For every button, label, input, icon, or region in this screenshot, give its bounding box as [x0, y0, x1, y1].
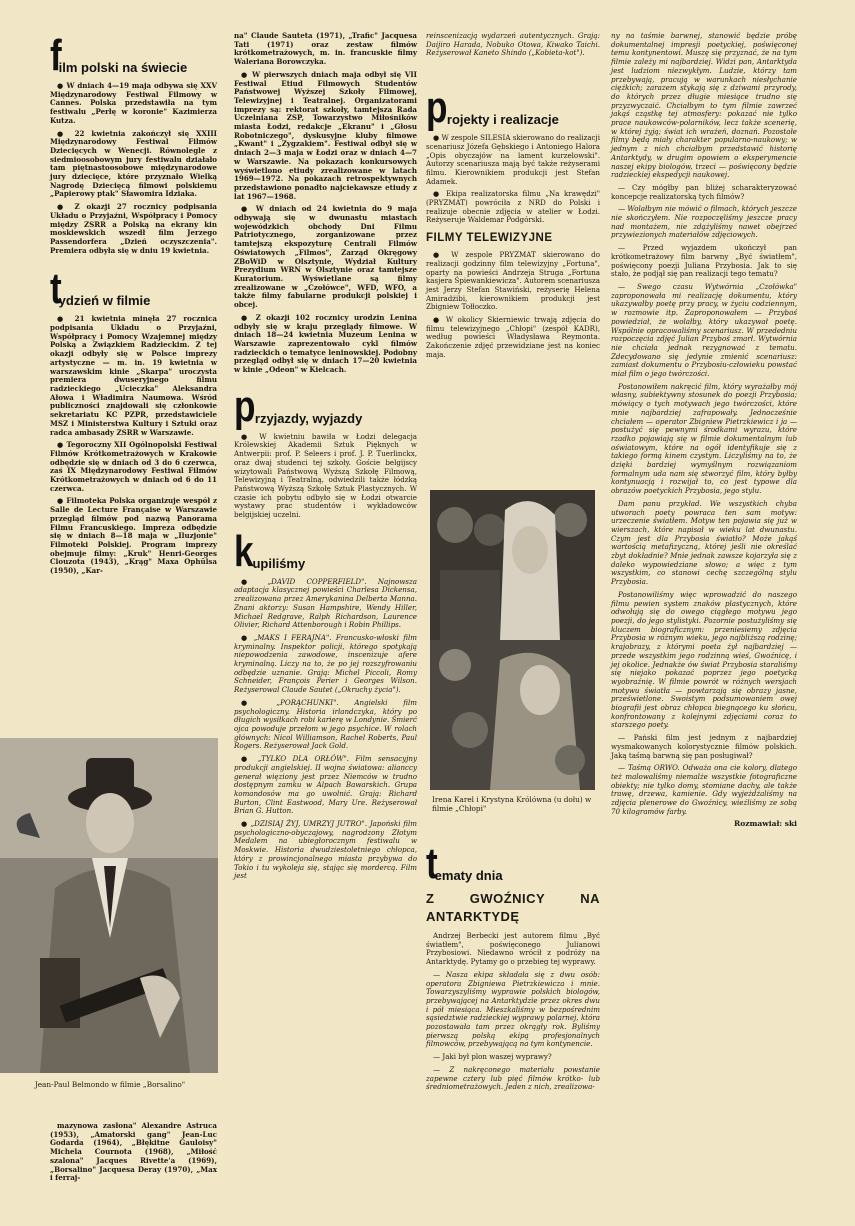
- interview-answer: Postanowiłem nakręcić film, który wyrażałby mój własny, subiektywny stosunek do poezji Przybosia; mówiący o tych motywach jego twórczości, które mnie najbardziej zafrapowały. Jednocześnie chciałem — operator Zbigniew Pietrzkiewicz i ja — postużyć się pewnymi środkami wyrazu, które rzadko pojawiają się w filmie dokumentalnym lub oświatowym, które na ogół identyfikuje się z takiego formą kinem czystym. Liczyliśmy na to, że dzięki bardziej wymyślnym rozwiązaniom formalnym uda nam się stworzyć film, który byłby kontynuacją i rozwijał to, co jest typowe dla obrazów poetyckich Przybosia, jego stylu.: [611, 381, 797, 496]
- news-item: ● 21 kwietnia minęła 27 rocznica podpisania Układu o Przyjaźni, Współpracy i Pomocy Wzajemnej między Polską a Związkiem Radzieckim. Z tej okazji odbyły się w Polsce imprezy artystyczne — m. in. 19 kwietnia w warszawskim kinie „Skarpa" uroczysta premiera dwuseryjnego filmu radzieckiego „Ucieczka" Aleksandra Ałowa i Władimira Naumowa. Wśród publiczności znajdowali się członkowie sekretariatu KC PZPR, przedstawiciele MSZ i Ministerstwa Kultury i Sztuki oraz radca ambasady ZSRR w Warszawie.: [50, 314, 217, 437]
- news-item: ● „DAVID COPPERFIELD". Najnowsza adaptacja klasycznej powieści Charlesa Dickensa, zrealizowana przez Amerykanina Delberta Manna. Znani aktorzy: Susan Hampshire, Wendy Hiller, Michael Redgrave, Ralph Richardson, Laurence Olivier, Richard Attenborough i Robin Phillips.: [234, 576, 417, 630]
- news-item: ● Z okazji 102 rocznicy urodzin Lenina odbyły się w kraju przeglądy filmowe. W dniach 18—24 kwietnia Muzeum Lenina w Warszawie zaprezentowało cykl filmów radzieckich o tematyce leninowskiej. Podobny przegląd odbył się w dniach 17—20 kwietnia w kinie „Odeon" w Kielcach.: [234, 312, 417, 375]
- interview-answer: — Z nakręconego materiału powstanie zapewne cztery lub pięć filmów krótko- lub średniometrażowych. Jeden z nich, zrealizowa-: [426, 1064, 600, 1092]
- news-item: ● W okolicy Skierniewic trwają zdjęcia do filmu telewizyjnego „Chłopi" (zespół KADR), według powieści Władysława Reymonta. Zakończenie zdjęć przewidziane jest na koniec maja.: [426, 315, 600, 359]
- news-item: na" Claude Sauteta (1971), „Trafic" Jacquesa Tati (1971) oraz zestaw filmów krótkometrażowych, m. in. francuskie filmy Waleriana Borowczyka.: [234, 31, 417, 67]
- section-heading-tydzien: [50, 264, 217, 314]
- news-item: ● Z okazji 27 rocznicy podpisania Układu o Przyjaźni, Współpracy i Pomocy między ZSRR a Polską na ekrany kin moskiewskich wszedł film Jerzego Passendorfera „Dzień oczyszczenia". Premiera odbyła się w dniu 19 kwietnia.: [50, 202, 217, 255]
- news-item: reinscenizacją wydarzeń autentycznych. Grają: Daijiro Harada, Nobuko Otowa, Kiwako Taichi. Reżyserował Kaneto Shindo („Kobieta-kot").: [426, 31, 600, 58]
- interviewer-signature: Rozmawiał: ski: [734, 819, 797, 829]
- heading-text: ematy dnia: [434, 868, 503, 883]
- subheading-filmy-telewizyjne: FILMY TELEWIZYJNE: [426, 232, 553, 245]
- photo-belmondo-image: [0, 738, 218, 1073]
- interview-answer: — Swego czasu Wytwórnia „Czołówka" zaproponowała mi realizację dokumentu, który ukazywałby poetę przy pracy, w życiu codziennym, w rozmowie itp. Zaproponowałem — Przyboś powiedział, że wolałby, który ukazywał poetę. Wspólnie opracowaliśmy scenariusz. W przededniu rozpoczęcia zdjęć Julian Przyboś zmarł. Wytwórnia nie chciała jednak rezygnować z tematu. Zdecydowano się jedynie zmienić scenariusz: zamiast dokumentu o Przybosiu-człowieku powstać miał film o jego twórczości.: [611, 281, 797, 379]
- interview-answer: Dam panu przykład. We wszystkich chyba utworach poety powraca ten sam motyw: urzeczenie światłem. Motyw ten pojawia się już w wierszach, które napisał w wieku lat dwunastu. Czym jest dla Przybosia światło? Może jakąś wartością metafizyczną, której jeśli nie określać zbyt dokładnie? Mnie jednak zawsze kojarzyła się z daleko wypowiedziane słowo; a więc z tym wszystkim, co stanowi cechę szczególną stylu Przybosia.: [611, 498, 797, 587]
- photo-caption-belmondo: Jean-Paul Belmondo w filmie „Borsalino": [34, 1080, 186, 1089]
- news-item: ● W kwietniu bawiła w Łodzi delegacja Królewskiej Akademii Sztuk Pięknych w Antwerpii: prof. P. Seleers i prof. J. P. Tuerlinckx, oraz dwaj studenci tej szkoły. Goście belgijscy wizytowali Państwową Wyższą Szkołę Filmową, Telewizyjną i Teatralną, odwiedzili także łódzką Państwową Wyższą Szkołę Sztuk Plastycznych. W czasie ich pobytu odbyło się w Łodzi otwarcie wystawy prac studentów i wykładowców belgijskiej uczelni.: [234, 431, 417, 520]
- news-item: ● „PORĄCHUNKI". Angielski film psychologiczny. Historia irlandczyka, który po długich wysiłkach robi karierę w Londynie. Śmierć ojca powoduje przełom w jego psychice. W rolach głównych: Nicol Williamson, Rachel Roberts, Paul Rogers. Reżyserował Jack Gold.: [234, 697, 417, 751]
- news-item: ● Tegoroczny XII Ogólnopolski Festiwal Filmów Krótkometrażowych w Krakowie odbędzie się w dniach od 3 do 6 czerwca, zaś IX Międzynarodowy Festiwal Filmów Krótkometrażowych w dniach od 6 do 11 czerwca.: [50, 440, 217, 493]
- news-item: ● W dniach od 24 kwietnia do 9 maja odbywają się w dwunastu miastach wojewódzkich obchody Dni Filmu Patriotycznego, zorganizowane przez tamtejszą ekspozyturę Centrali Filmów Oświatowych „Filmos", Zarząd Okręgowy ZBoWiD w Olsztynie, Wydział Kultury Prezydium WRN w Olsztynie oraz tamtejsze Kuratorium. Wyświetlane są filmy zrealizowane w „Czołówce", WFD, WFO, a także filmy fabularne produkcji polskiej i obcej.: [234, 204, 417, 310]
- interview-question: — Jaki był plon waszej wyprawy?: [433, 1052, 552, 1062]
- heading-initial: p: [234, 381, 256, 431]
- heading-initial: k: [234, 526, 254, 576]
- col1-continued-text: [50, 1122, 217, 1183]
- section-heading-kupilismy: [234, 526, 417, 576]
- heading-text: upiliśmy: [252, 555, 306, 571]
- interview-intro: Andrzej Berbecki jest autorem filmu „Być światłem", poświęconego Julianowi Przybosiowi. Niedawno wrócił z podróży na Antarktydę. Pytamy go o przebieg tej wyprawy.: [426, 931, 600, 967]
- interview-question: — Przed wyjazdem ukończył pan krótkometrażowy film barwny „Być światłem", poświęcony poezji Juliana Przybosia. Jak to się stało, że podjął się pan realizacji tego tematu?: [611, 243, 797, 279]
- news-item: ● „MAKS I FERAJNA". Francusko-włoski film kryminalny. Inspektor policji, którego spotykają niepowodzenia zawodowe, inscenizuje afere kryminalną. Liczy na to, że po jej rozszyfrowaniu odbędzie uznanie. Grają: Michel Piccoli, Romy Schneider, François Perier i Georges Wilson. Reżyserowal Claude Sautet („Okruchy życia").: [234, 632, 417, 695]
- news-item: ● Filmoteka Polska organizuje wespół z Salle de Lecture Française w Warszawie przegląd filmów pod nazwą Panorama Filmu Francuskiego. Impreza odbędzie się w dniach 8—18 maja w „Iluzjonie" Filmoteki Polskiej. Program imprezy obejmuje filmy: „Kruk" Henri-Georges Clouzota (1943), „Krąg" Maxa Ophülsa (1950), „Kar-: [50, 496, 217, 576]
- news-item: ● Ekipa realizatorska filmu „Na krawędzi" (PRYZMAT) powróciła z NRD do Polski i realizuje obecnie zdjęcia w atelier w Łodzi. Reżyseruje Waldemar Podgórski.: [426, 189, 600, 225]
- column-1: [50, 32, 217, 580]
- news-item: ● „TYLKO DLA ORŁÓW". Film sensacyjny produkcji angielskiej. II wojna światowa: alianccy generał więziony jest przez Niemców w trudno dostępnym zamku w Alpach Bawarskich. Grupa komandosów ma go uwolnić. Grają: Richard Burton, Clint Eastwood, Mary Ure. Reżyserował Brian G. Hutton.: [234, 754, 417, 816]
- section-heading-przyjazdy: [234, 381, 417, 431]
- interview-answer: ny na taśmie barwnej, stanowić będzie próbę dokumentalnej impresji poetyckiej, poświęconej temu kontynentowi. Muszę się przyznać, że na tym filmie zależy mi najbardziej. Widzi pan, Antarktyda jest ludziom niezwykłym. Ludzie, którzy tam przebywają, pracują w warunkach niesłychanie ciężkich; zarazem stykają się z dziwami przyrody, do których przez długie miesiące trudno się przyzwyczaić. Chciałbym to tym filmie zawrzeć jakąś cząstkę tej atmosfery: pokazać nie tylko prace naukowców-polarników, lecz także scenerię, w której żyją; świat ich wrażeń, doznań. Pozostałe filmy będą miały charakter popularno-naukowy; w jednym z nich chciałbym przedstawić historię Antarktydy, w drugim opowiem o eksperymencie naszej ekipy biologów, trzeci — poświęcony będzie radzieckiej ekspedycji naukowej.: [611, 31, 797, 180]
- heading-text: ydzień w filmie: [58, 293, 151, 309]
- heading-initial: p: [426, 83, 448, 133]
- section-heading-projekty: [426, 83, 600, 133]
- interview-answer: Postanowiliśmy więc wprowadzić do naszego filmu pewien system znaków plastycznych, które odwołują się do owego ciągłego motywu jego poezji, do jego stylistyki. Pozornie postużyliśmy się kluczem biograficznym: przeniesiemy zdjęcia Przybosia w różnym wieku, jego najbliższą rodzinę; krajobrazy, z którymi poeta żył najbardziej — przede wszystkim jego rodzinną wieś, Gwoźnicę, i jej okolice. Jednakże ów świat Przybosia staraliśmy się niejako pokazać poprzez jego poetycką wyobraźnię. W filmie powrót w różnych wersjach motywu światła — powtarzają się obrazy jasne, prześwietlone. Swoistym podsumowaniem owej biografii jest obraz chłopca biegnącego ku słońcu, konfrontowany z kolejnymi zdjęciami coraz to starszego poety.: [611, 589, 797, 730]
- section-heading-tematy: [426, 839, 600, 888]
- photo-chlopi-image: [430, 490, 595, 790]
- interview-answer: — Taśmą ORWO. Odważa ona cie kolory, dlatego też malowaliśmy niemalże wszystkie fotograficzne obiekty; nie tylko domy, stomiane dachy, ale także trawę, drzewa, kamienie. Gdy wyjeżdżaliśmy na zdjęcia plenerowe do Gwoźnicy, wieźliśmy ze sobą 70 kilogramów farby.: [611, 763, 797, 816]
- heading-text: rojekty i realizacje: [446, 112, 559, 128]
- news-item: ● W zespole SILESIA skierowano do realizacji scenariusz Józefa Gębskiego i Antoniego Halora „Opis obyczajów na lament kurzelowski". Autorzy scenariusza mają być także reżyserami filmu. Kierownikiem produkcji jest Stefan Adamek.: [426, 133, 600, 186]
- news-item: ● 22 kwietnia zakończył się XXIII Międzynarodowy Festiwal Filmów Dziecięcych w Wenecji. Równolegle z siedmioosobowym jury festiwalu działało tam piętnastoosobowe międzynarodowe jury dziecięce, które przyznało Wielką Nagrodę Dziecięcą filmowi polskiemu „Papierowy ptak" Sławomira Idziaka.: [50, 128, 217, 199]
- heading-text: ilm polski na świecie: [58, 60, 188, 75]
- news-item: ● W zespole PRYZMAT skierowano do realizacji godzinny film telewizyjny „Fortuna", oparty na powieści Andrzeja Struga „Fortuna kasjera Śpiewankiewicza". Autorem scenariusza jest Jerzy Stefan Stawiński, reżyserię Helena Amiradżibi, kierownikiem produkcji jest Zbigniew Tołłoczko.: [426, 250, 600, 312]
- heading-initial: t: [50, 264, 62, 314]
- photo-chlopi: [430, 490, 595, 790]
- column-3: [426, 32, 600, 364]
- heading-text: rzyjazdy, wyjazdy: [254, 410, 363, 426]
- column-2: [234, 32, 417, 885]
- column-4: [611, 32, 797, 829]
- interview-question: — Czy mógłby pan bliżej scharakteryzować koncepcje realizatorską tych filmów?: [611, 182, 797, 201]
- news-item: ● „DZISIAJ ŻYJ, UMRZYJ JUTRO". Japoński film psychologiczno-obyczajowy, nagrodzony Złotym Medalem na ubiegłorocznym festiwalu w Moskwie. Historia dwudziestoletniego chłopca, który z prowincjonalnego miasta przybywa do Tokio i tu wykoleja się, stając się mordercą. Film jest: [234, 819, 417, 881]
- interview-answer: — Nasza ekipa składała się z dwu osób: operatora Zbigniewa Pietrzkiewicza i mnie. Towarzyszyliśmy wyprawie polskich biologów, przebywającej na Antarktydzie przez okres dwu i pół miesiąca. Mieszkaliśmy w bezpośrednim sąsiedztwie radzieckiej wyprawy polarnej, która pozostawała tam przez okrągły rok. Byliśmy pierwszą polską ekipą profesjonalnych filmowców, przebywającą na tym kontynencie.: [426, 969, 600, 1049]
- section-heading-film-polski: [50, 31, 217, 80]
- photo-belmondo: [0, 738, 218, 1073]
- column-3-bottom: [426, 840, 600, 1096]
- interview-question: — Pański film jest jednym z najbardziej wysmakowanych kolorystycznie filmów polskich. Jaką taśmą barwną się pan posługiwał?: [611, 733, 797, 760]
- news-item: ● W dniach 4—19 maja odbywa się XXV Międzynarodowy Festiwal Filmowy w Cannes. Polska przedstawiła na tym festiwalu „Perłę w koronie" Kazimierza Kutza.: [50, 81, 217, 125]
- heading-initial: f: [50, 31, 62, 80]
- news-item: ● W pierwszych dniach maja odbył się VII Festiwal Etiud Filmowych Studentów Państwowej Wyższej Szkoły Filmowej, Telewizyjnej i Teatralnej. Organizatorami imprezy są: rektorat szkoły, tamtejsza Rada Uczelniana ZSP, Towarzystwo Miłośników miasta Łodzi, redakcje „Ekranu" i „Głosu Robotniczego", dyskusyjne kluby filmowe „Kwant" i „Zygzakiem". Festiwal odbył się w dniach 2—3 maja w Łodzi oraz w dniach 4—7 w Warszawie. Na pokazach konkursowych wyświetlono etiudy zrealizowane w latach 1969—1972. Na pokazach retrospektywnych przedstawiono ponadto najciekawsze etiudy z lat 1967—1968.: [234, 69, 417, 201]
- photo-caption-chlopi: Irena Karel i Krystyna Królówna (u dołu) w filmie „Chłopi": [432, 795, 592, 813]
- interview-answer: — Wolałbym nie mówić o filmach, których jeszcze nie skończyłem. Nie rozpoczęliśmy jeszcze pracy nad montażem, nie zdążyliśmy nawet obejrzeć przywiezionych materiałów zdjęciowych.: [611, 204, 797, 240]
- interview-title: Z GWOŹNICY NA ANTARKTYDĘ: [426, 891, 600, 924]
- heading-initial: t: [426, 839, 438, 888]
- news-item: mazynowa zasłona" Alexandre Astruca (1953), „Amatorski gang" Jean-Luc Godarda (1964), „Błękitne Gauloisy" Michela Cournota (1968), „Miłość szalona" Jacques Rivette'a (1969), „Borsalino" Jacquesa Deray (1970), „Max i ferraj-: [50, 1121, 217, 1183]
